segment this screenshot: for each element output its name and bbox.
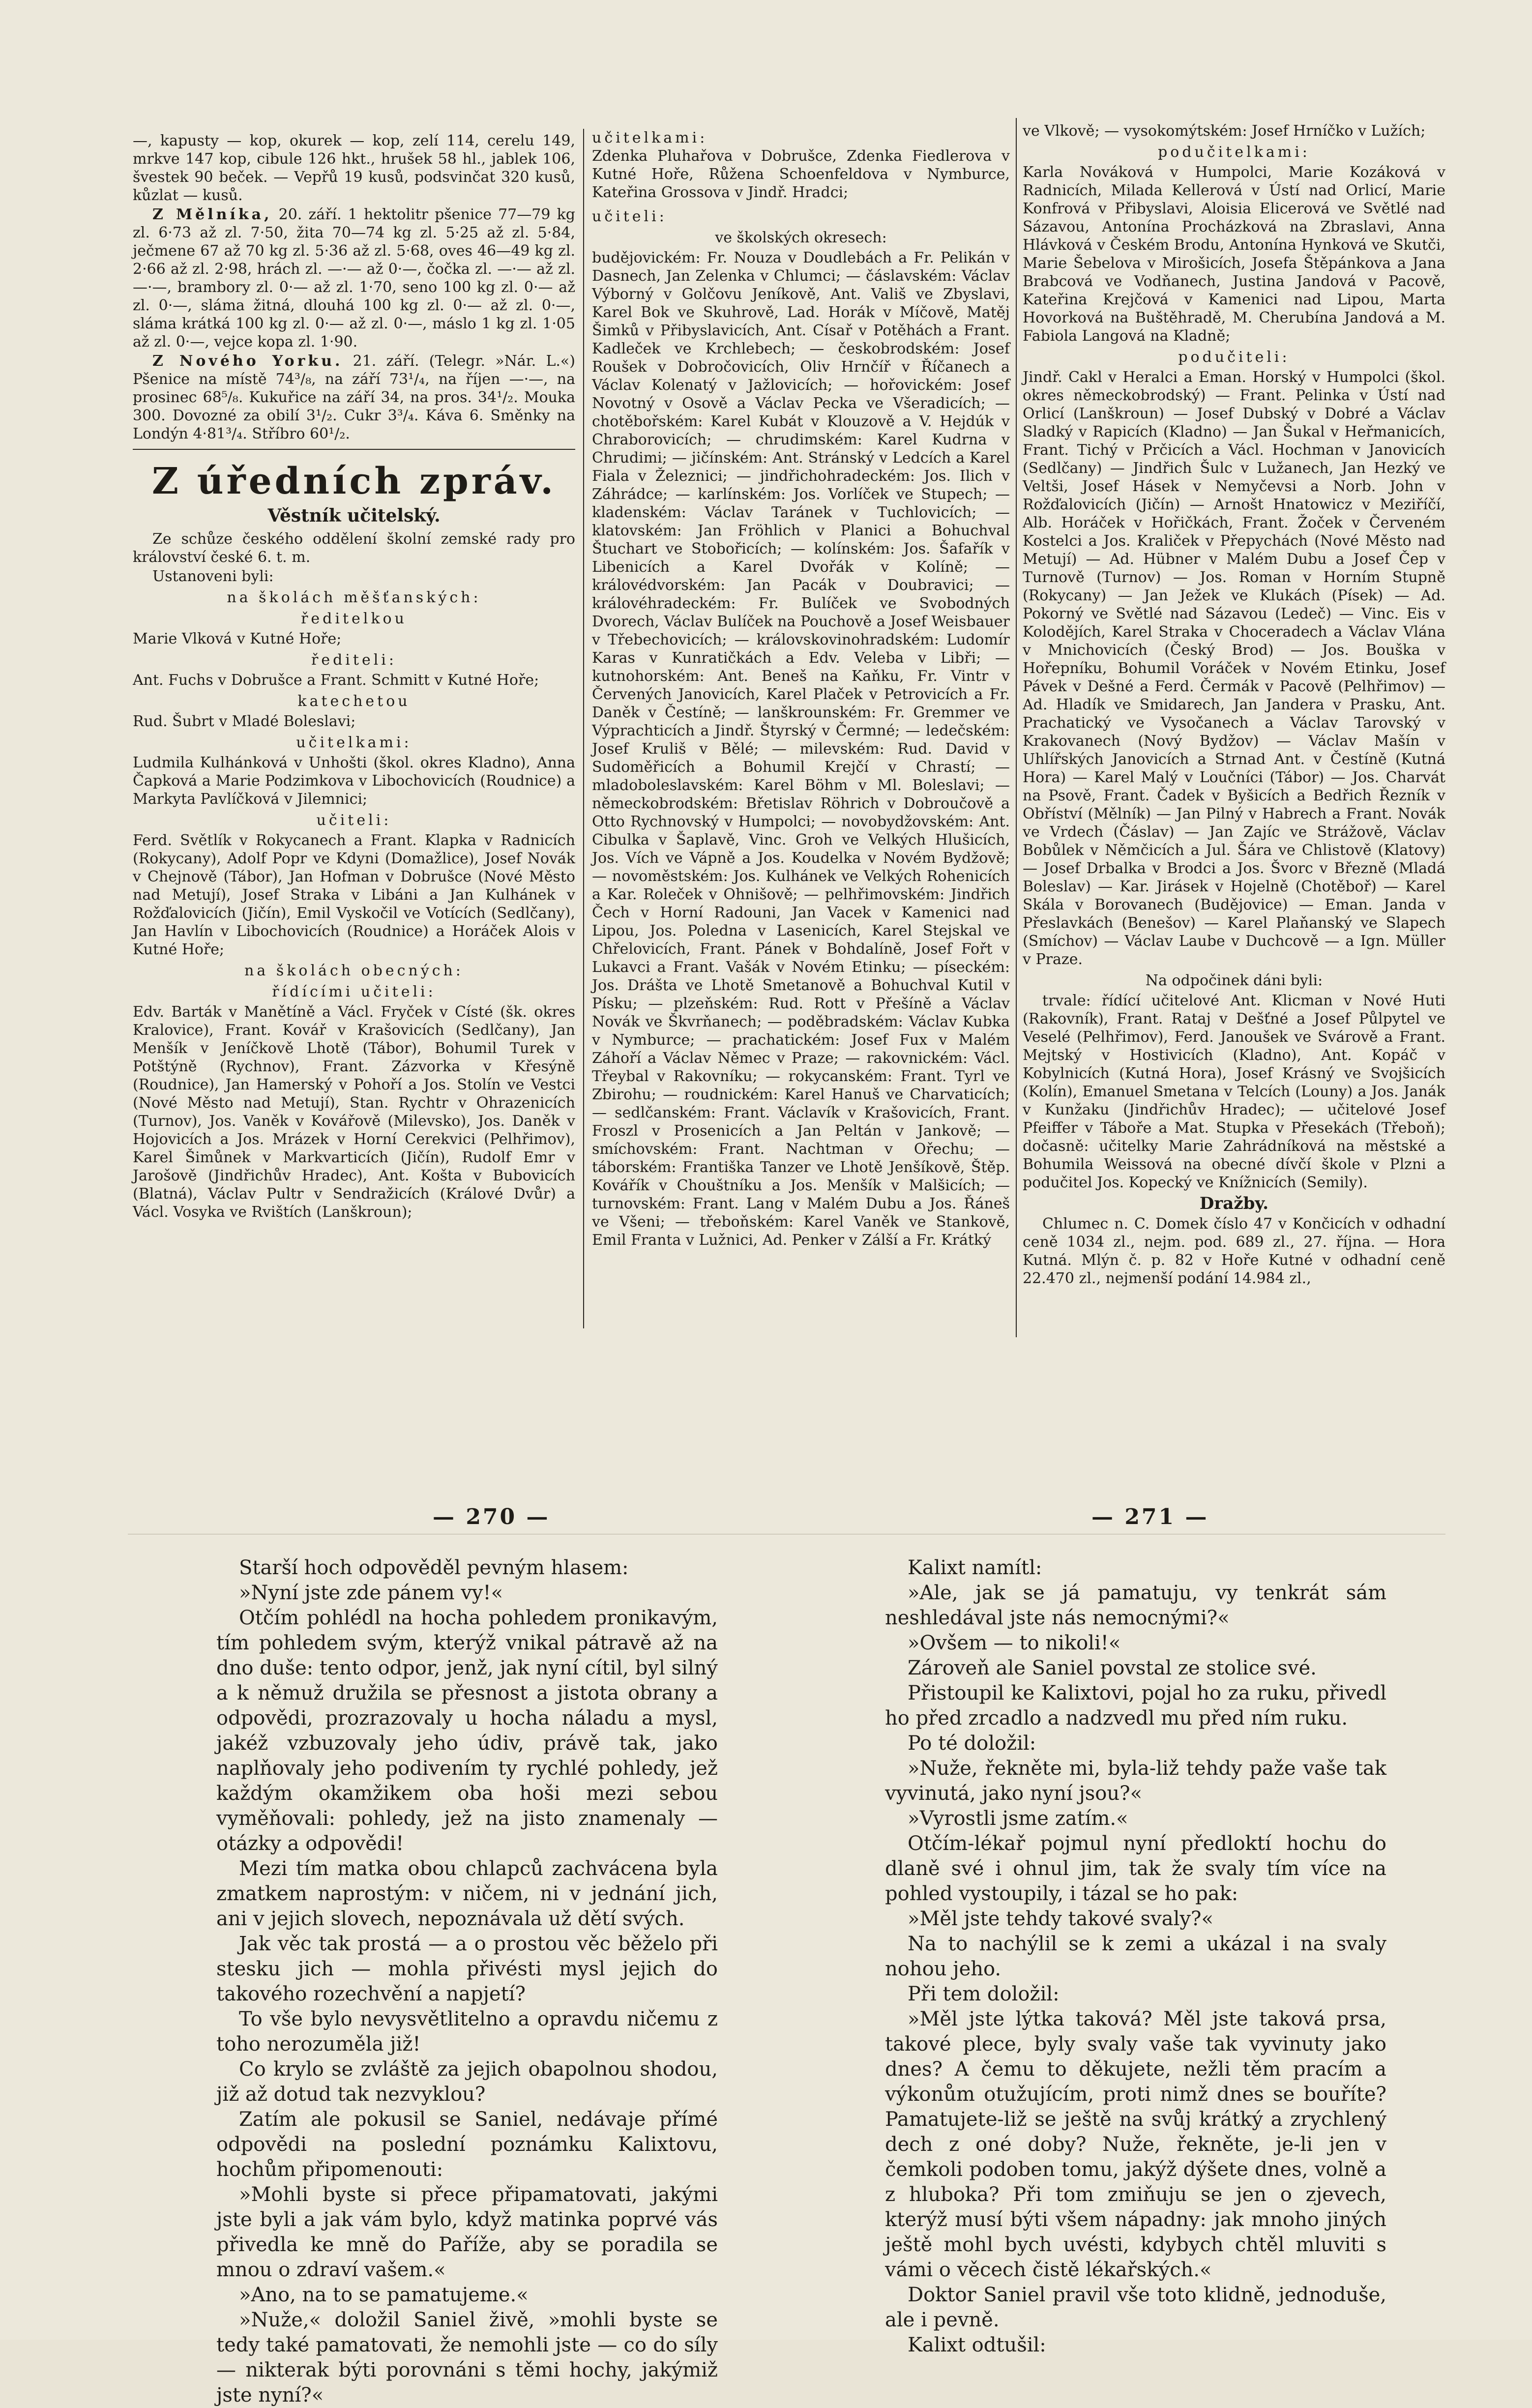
middle-female-teachers-text: Zdenka Pluhařova v Dobrušce, Zdenka Fiedlerova v Kutné Hoře, Růžena Schoenfeldova v Nymburce, Kateřina Grossova v Jindř. Hradci;	[592, 147, 1010, 201]
middle-column	[592, 129, 1010, 1250]
middle-teachers-heading: učiteli:	[592, 208, 667, 225]
appointed-label: Ustanoveni byli:	[152, 568, 274, 585]
story-right-paragraph: Na to nachýlil se k zemi a ukázal i na svaly nohou jeho.	[885, 1933, 1386, 1980]
headmasters-text: Ant. Fuchs v Dobrušce a Frant. Schmitt v Kutné Hoře;	[133, 672, 539, 689]
auctions-heading: Dražby.	[1199, 1194, 1269, 1213]
column-divider-2	[1016, 118, 1017, 1337]
teachers-heading: učiteli:	[316, 812, 392, 829]
story-right-paragraph: »Vyrostli jsme zatím.«	[908, 1807, 1128, 1830]
section-title: Z úředních zpráv.	[152, 460, 556, 502]
retirement-text: trvale: řídící učitelové Ant. Klicman v Nové Huti (Rakovník), Frant. Rataj v Dešťné a Josef Půlpytel ve Veselé (Pelhřimov), Ferd. Janoušek ve Svárově a Frant. Mejtský v Hostivicích (Kladno), Ant. Kopáč v Kobylnicích (Kutná Hora), Josef Krásný ve Svojšicích (Kolín), Emanuel Smetana v Telcích (Louny) a Jos. Janák v Kunžaku (Jindřichův Hradec); — učitelové Josef Pfeiffer v Táboře a Mat. Stupka v Přesekách (Třeboň); dočasně: učitelky Marie Zahrádníková na městské a Bohumila Weissová na obecné dívčí škole v Plzni a podučitel Jos. Kopecký ve Knížnicích (Semily).	[1023, 992, 1445, 1191]
right-top-text: ve Vlkově; — vysokomýtském: Josef Hrníčko v Lužích;	[1023, 122, 1426, 140]
story-right-paragraph: Kalixt namítl:	[908, 1556, 1042, 1579]
story-left-paragraph: To vše bylo nevysvětlitelno a opravdu ničemu z toho nerozuměla již!	[216, 2008, 718, 2056]
middle-female-teachers-heading: učitelkami:	[592, 129, 708, 147]
story-left-paragraph: Co krylo se zvláště za jejich obapolnou shodou, již až dotud tak nezvyklou?	[216, 2058, 718, 2106]
melnik-report	[133, 206, 575, 351]
page-number-left: — 270 —	[433, 1504, 550, 1529]
female-teachers-heading: učitelkami:	[296, 734, 412, 751]
story-left-paragraph: Otčím pohlédl na hocha pohledem pronikavým, tím pohledem svým, kterýž vnikal pátravě až na dno duše: tento odpor, jenž, jak nyní cítil, byl silný a k němuž družila se přesnost a jistota obrany a odpovědi, prozrazovaly u hocha náladu a mysl, jakéž vzbuzovaly jeho údiv, právě tak, jako naplňovaly jeho podivením ty rychlé pohledy, jež každým okamžikem oba hoši mezi sebou vyměňovali: pohledy, jež na jisto znamenaly — otázky a odpovědi!	[216, 1607, 718, 1855]
section-divider	[133, 449, 575, 450]
column-divider-1	[583, 129, 584, 1328]
catechist-text: Rud. Šubrt v Mladé Boleslavi;	[133, 713, 356, 730]
story-left-paragraph: Mezi tím matka obou chlapců zachvácena byla zmatkem naprostým: v ničem, ni v jednání jich, ani v jejich slovech, nepoznávala už dětí svých.	[216, 1857, 718, 1930]
story-right-paragraph: Přistoupil ke Kalixtovi, pojal ho za ruku, přivedl ho před zrcadlo a nadzvedl mu před ním ruku.	[885, 1682, 1386, 1730]
head-teachers-heading: řídícími učiteli:	[272, 983, 436, 1000]
story-right-paragraph: »Měl jste lýtka taková? Měl jste taková prsa, takové plece, byly svaly vaše tak vyvinuty jako dnes? A čemu to děkujete, nežli těm pracím a výkonům otužujícím, proti nimž dnes se bouříte? Pamatujete-liž se ještě na svůj krátký a zrychlený dech z oné doby? Nuže, řekněte, je-li jen v čemkoli podoben tomu, jakýž dýšete dnes, volně a z hluboka? Při tom zmiňuju se jen o zjevech, kterýž musí býti všem nápadny: jak mnoho jiných ještě mohl bych uvésti, kdybych chtěl mluviti s vámi o věcech čistě lékařských.«	[885, 2008, 1386, 2281]
story-left-paragraph: Zatím ale pokusil se Saniel, nedávaje přímé odpovědi na poslední poznámku Kalixtovu, hochům připomenouti:	[216, 2108, 718, 2181]
story-left-paragraph: »Ano, na to se pamatujeme.«	[239, 2284, 529, 2306]
catechist-heading: katechetou	[297, 693, 411, 710]
districts-text: budějovickém: Fr. Nouza v Doudlebách a Fr. Pelikán v Dasnech, Jan Zelenka v Chlumci; — čáslavském: Václav Výborný v Golčovu Jeníkově, Ant. Vališ ve Zbyslavi, Karel Bok ve Skuhrově, Lad. Horák v Míčově, Matěj Šimků v Přibyslavicích, Ant. Císař v Potěhách a Frant. Kadleček ve Krchlebech; — českobrodském: Josef Roušek v Dobročovicích, Oliv Hrnčíř v Říčanech a Václav Kolenatý v Jažlovicích; — hořovickém: Josef Novotný v Osově a Václav Pecka ve Všeradicích; — chotěbořském: Karel Kubát v Klouzově a V. Hejdúk v Chraborovicích; — chrudimském: Karel Kudrna v Chrudimi; — jičínském: Ant. Stránský v Ledcích a Karel Fiala v Železnici; — jindřichohradeckém: Jos. Ilich v Záhrádce; — karlínském: Jos. Vorlíček ve Stupech; — kladenském: Václav Taránek v Tuchlovicích; — klatovském: Jan Fröhlich v Planici a Bohuchval Štuchart ve Stobořicích; — kolínském: Jos. Šafařík v Libenicích a Karel Dvořák v Kolíně; — královédvorském: Jan Pacák v Doubravici; — královéhradeckém: Fr. Bulíček ve Svobodných Dvorech, Václav Bulíček na Pouchově a Josef Weisbauer v Třebechovicích; — královskovinohradském: Ludomír Karas v Kunratičkách a Edv. Veleba v Libři; — kutnohorském: Ant. Beneš na Kaňku, Fr. Vintr v Červených Janovicích, Karel Plaček v Petrovicích a Fr. Daněk v Čestíně; — lanškrounském: Fr. Gremmer ve Výprachticích a Jindř. Štyrský v Čermné; — ledečském: Josef Kruliš v Bělé; — milevském: Rud. David v Sudoměřicích a Bohumil Krejčí v Chrastí; — mladoboleslavském: Karel Böhm v Ml. Boleslavi; — německobrodském: Břetislav Röhrich v Dobroučově a Otto Rychnovský v Humpolci; — novobydžovském: Ant. Cibulka v Šaplavě, Vinc. Groh ve Velkých Hlušicích, Jos. Vích ve Vápně a Jos. Koudelka v Novém Bydžově; — novoměstském: Jos. Kulhánek ve Velkých Rohenicích a Kar. Roleček v Ohnišově; — pelhřimovském: Jindřich Čech v Horní Radouni, Jan Vacek v Kamenici nad Lipou, Jos. Poledna v Lasenicích, Karel Stejskal ve Chřelovicích, Frant. Pánek v Bohdalíně, Josef Fořt v Lukavci a Frant. Vašák v Novém Etinku; — píseckém: Jos. Drášta ve Lhotě Smetanově a Bohuchval Kutil v Písku; — plzeňském: Rud. Rott v Přešíně a Václav Novák ve Škvrňanech; — poděbradském: Václav Kubka v Nymburce; — prachatickém: Josef Fux v Malém Záhoří a Václav Němec v Praze; — rakovnickém: Václ. Třeybal v Rakovníku; — rokycanském: Frant. Tyrl ve Zbirohu; — roudnickém: Karel Hanuš ve Charvaticích; — sedlčanském: Frant. Václavík v Krašovicích, Frant. Froszl v Prosenicích a Jan Peltán v Jankově; — smíchovském: Frant. Nachtman v Ořechu; — táborském: Františka Tanzer ve Lhotě Jenšíkově, Štěp. Kovářík v Chouštníku a Jos. Menšík v Malšicích; — turnovském: Frant. Lang v Malém Dubu a Jos. Řáneš ve Všeni; — třeboňském: Karel Vaněk ve Stankově, Emil Franta v Lužnici, Ad. Penker v Zálší a Fr. Krátký	[592, 249, 1010, 1249]
melnik-heading: Z Mělníka,	[152, 206, 272, 223]
headmistress-heading: ředitelkou	[301, 610, 407, 627]
left-column	[133, 132, 575, 1222]
assistant-teachers-text: Jindř. Cakl v Heralci a Eman. Horský v Humpolci (škol. okres německobrodský) — Frant. Pelinka v Ústí nad Orlicí (Lanškroun) — Josef Dubský v Dobré a Václav Sladký v Rapicích (Kladno) — Jan Šukal v Heřmanicích, Frant. Tichý v Prčicích a Václ. Hochman v Janovicích (Sedlčany) — Jindřich Šulc v Lužanech, Jan Hezký ve Veltši, Josef Hásek v Nemyčevsi a Norb. John v Rožďalovicích (Jičín) — Arnošt Hnatowicz v Meziříčí, Alb. Horáček v Hořičkách, Frant. Žoček v Červeném Kostelci a Jos. Kraliček v Přepychách (Nové Město nad Metují) — Ad. Hübner v Malém Dubu a Josef Čep v Turnově (Turnov) — Jos. Roman v Horním Stupně (Rokycany) — Jan Ježek ve Klukách (Písek) — Ad. Pokorný ve Světlé nad Sázavou (Ledeč) — Vinc. Eis v Kolodějích, Karel Straka v Choceradech a Václav Vlána v Mnichovicích (Český Brod) — Jos. Bouška v Hořepníku, Bohumil Voráček v Novém Etinku, Josef Pávek v Dešné a Ferd. Čermák v Pacově (Pelhřimov) — Ad. Hladík ve Smidarech, Jan Jandera v Prasku, Ant. Prachatický ve Vysočanech a Václav Tarovský v Krakovanech (Nový Bydžov) — Václav Mašín v Uhlířských Janovicích a Strnad Ant. v Čestíně (Kutná Hora) — Karel Malý v Loučníci (Tábor) — Jos. Charvát na Psově, Frant. Čadek v Byšicích a Bedřich Řezník v Obříství (Mělník) — Jan Pilný v Habrech a Frant. Novák ve Vrdech (Čáslav) — Jan Zajíc ve Strážově, Václav Bobůlek v Němčicích a Jul. Šára ve Chlistově (Klatovy) — Josef Drbalka v Brodci a Jos. Švorc v Březně (Mladá Boleslav) — Kar. Jirásek v Hojelně (Chotěboř) — Karel Skála v Borovanech (Budějovice) — Eman. Janda v Přeslavkách (Benešov) — Karel Plaňanský ve Slapech (Smíchov) — Václav Laube v Duchcově — a Ign. Müller v Praze.	[1023, 369, 1445, 968]
teachers-text: Ferd. Světlík v Rokycanech a Frant. Klapka v Radnicích (Rokycany), Adolf Popr ve Kdyni (Domažlice), Josef Novák v Chejnově (Tábor), Jan Hofman v Dobrušce (Nové Město nad Metují), Josef Straka v Libáni a Jan Kulhánek v Rožďalovicích (Jičín), Emil Vyskočil ve Votících (Sedlčany), Jan Havlín v Libochovicích (Roudnice) a Horáček Alois v Kutné Hoře;	[133, 832, 575, 958]
new-york-text: 21. září. (Telegr. »Nár. L.«) Pšenice na místě 74³/₈, na září 73¹/₄, na říjen —·—, na prosinec 68⁵/₈. Kukuřice na září 34, na pros. 34¹/₂. Mouka 300. Dovozné za obilí 3¹/₂. Cukr 3³/₄. Káva 6. Směnky na Londýn 4·81³/₄. Stříbro 60¹/₂.	[133, 352, 575, 442]
head-teachers-text: Edv. Barták v Manětíně a Václ. Fryček v Císté (šk. okres Kralovice), Frant. Kovář v Krašovicích (Sedlčany), Jan Menšík v Jeníčkově Lhotě (Tábor), Bohumil Turek v Potštýně (Rychnov), Frant. Zázvorka v Křesýně (Roudnice), Jan Hamerský v Pohoří a Jos. Stolín ve Vestci (Nové Město nad Metují), Stan. Rychtr v Ohrazenicích (Turnov), Jos. Vaněk v Kovářově (Milevsko), Jos. Daněk v Hojovicích a Jos. Mrázek v Horní Cerekvici (Pelhřimov), Karel Šimůnek v Markvarticích (Jičín), Rudolf Emr v Jarošově (Jindřichův Hradec), Ant. Košta v Bubovicích (Blatná), Václav Pultr v Sendražicích (Králové Dvůr) a Václ. Vosyka ve Rvištích (Lanškroun);	[133, 1003, 575, 1221]
story-right-paragraph: »Měl jste tehdy takové svaly?«	[908, 1908, 1213, 1930]
story-right-paragraph: Po té doložil:	[908, 1732, 1036, 1755]
story-right-paragraph: Doktor Saniel pravil vše toto klidně, jednoduše, ale i pevně.	[885, 2284, 1386, 2331]
story-left-paragraph: »Nyní jste zde pánem vy!«	[239, 1582, 503, 1604]
story-right-paragraph: Zároveň ale Saniel povstal ze stolice své.	[908, 1657, 1317, 1679]
story-left-paragraph: »Mohli byste si přece připamatovati, jakými jste byli a jak vám bylo, když matinka poprvé vás přivedla ke mně do Paříže, aby se poradila se mnou o zdraví vašem.«	[216, 2183, 718, 2281]
new-york-heading: Z Nového Yorku.	[152, 352, 343, 370]
assistant-female-teachers-text: Karla Nováková v Humpolci, Marie Kozáková v Radnicích, Milada Kellerová v Ústí nad Orlicí, Marie Konfrová v Přibyslavi, Aloisia Elicerová ve Světlé nad Sázavou, Antonína Procházková na Zbraslavi, Anna Hlávková v Českém Brodu, Antonína Hynková ve Skutči, Marie Šebelova v Mirošicích, Josefa Štěpánkova a Jana Brabcová ve Vodňanech, Justina Jandová v Pacově, Kateřina Krejčová v Kamenici nad Lipou, Marta Hovorková na Buštěhradě, M. Cherubína Jandová a M. Fabiola Langová na Kladně;	[1023, 164, 1445, 345]
page-number-right: — 271 —	[1091, 1504, 1209, 1529]
female-teachers-text: Ludmila Kulhánková v Unhošti (škol. okres Kladno), Anna Čapková a Marie Podzimkova v Libochovicích (Roudnice) a Markyta Pavlíčková v Jilemnici;	[133, 754, 575, 808]
districts-heading: ve školských okresech:	[715, 229, 887, 246]
story-left-paragraph: Starší hoch odpověděl pevným hlasem:	[239, 1556, 629, 1579]
melnik-text: 20. září. 1 hektolitr pšenice 77—79 kg zl. 6·73 až zl. 7·50, žita 70—74 kg zl. 5·25 až zl. 5·84, ječmene 67 až 70 kg zl. 5·36 až zl. 5·68, oves 46—49 kg zl. 2·66 až zl. 2·98, hrách zl. —·— až 0·—, čočka zl. —·— až zl. —·—, brambory zl. 0·— až zl. 1·70, seno 100 kg zl. 0·— až zl. 0·—, sláma žitná, dlouhá 100 kg zl. 0·— až zl. 0·—, sláma krátká 100 kg zl. 0·— až zl. 0·—, máslo 1 kg zl. 1·05 až zl. 0·—, vejce kopa zl. 1·90.	[133, 206, 575, 351]
story-right-column	[885, 1556, 1386, 2358]
story-right-paragraph: Při tem doložil:	[908, 1983, 1060, 2005]
section-subtitle: Věstník učitelský.	[267, 505, 441, 526]
retirement-heading: Na odpočinek dáni byli:	[1145, 972, 1323, 989]
elementary-schools-heading: na školách obecných:	[244, 962, 464, 979]
story-right-paragraph: »Nuže, řekněte mi, byla-liž tehdy paže vaše tak vyvinutá, jako nyní jsou?«	[885, 1757, 1386, 1805]
story-right-paragraph: »Ovšem — to nikoli!«	[908, 1632, 1121, 1654]
story-right-paragraph: Kalixt odtušil:	[908, 2334, 1046, 2356]
auctions-text: Chlumec n. C. Domek číslo 47 v Končicích v odhadní ceně 1034 zl., nejm. pod. 689 zl., 27. října. — Hora Kutná. Mlýn č. p. 82 v Hoře Kutné v odhadní ceně 22.470 zl., nejmenší podání 14.984 zl.,	[1023, 1215, 1445, 1287]
intro-text: Ze schůze českého oddělení školní zemské rady pro království české 6. t. m.	[133, 530, 575, 566]
assistant-teachers-heading: podučiteli:	[1178, 349, 1290, 366]
story-right-paragraph: »Ale, jak se já pamatuju, vy tenkrát sám neshledával jste nás nemocnými?«	[885, 1582, 1386, 1629]
story-left-paragraph: »Nuže,« doložil Saniel živě, »mohli byste se tedy také pamatovati, že nemohli jste — co do síly — nikterak býti porovnáni s těmi hochy, jakýmiž jste nyní?«	[216, 2309, 718, 2407]
burgher-schools-heading: na školách měšťanských:	[227, 589, 481, 606]
right-column	[1023, 122, 1445, 1289]
story-right-paragraph: Otčím-lékař pojmul nyní předloktí hochu do dlaně své i ohnul jim, tak že svaly tím více na pohled vystoupily, i tázal se ho pak:	[885, 1832, 1386, 1905]
assistant-female-teachers-heading: podučitelkami:	[1158, 144, 1310, 161]
headmistress-text: Marie Vlková v Kutné Hoře;	[133, 630, 342, 647]
headmasters-heading: řediteli:	[311, 651, 397, 669]
market-report-top: —, kapusty — kop, okurek — kop, zelí 114, cerelu 149, mrkve 147 kop, cibule 126 hkt., hrušek 58 hl., jablek 106, švestek 90 beček. — Vepřů 19 kusů, podsvinčat 320 kusů, kůzlat — kusů.	[133, 132, 575, 204]
story-left-column	[216, 1556, 718, 2408]
new-york-report	[133, 352, 575, 443]
story-left-paragraph: Jak věc tak prostá — a o prostou věc běželo při stesku jich — mohla přivésti mysl jejich do takového rozechvění a napjetí?	[216, 1933, 718, 2005]
